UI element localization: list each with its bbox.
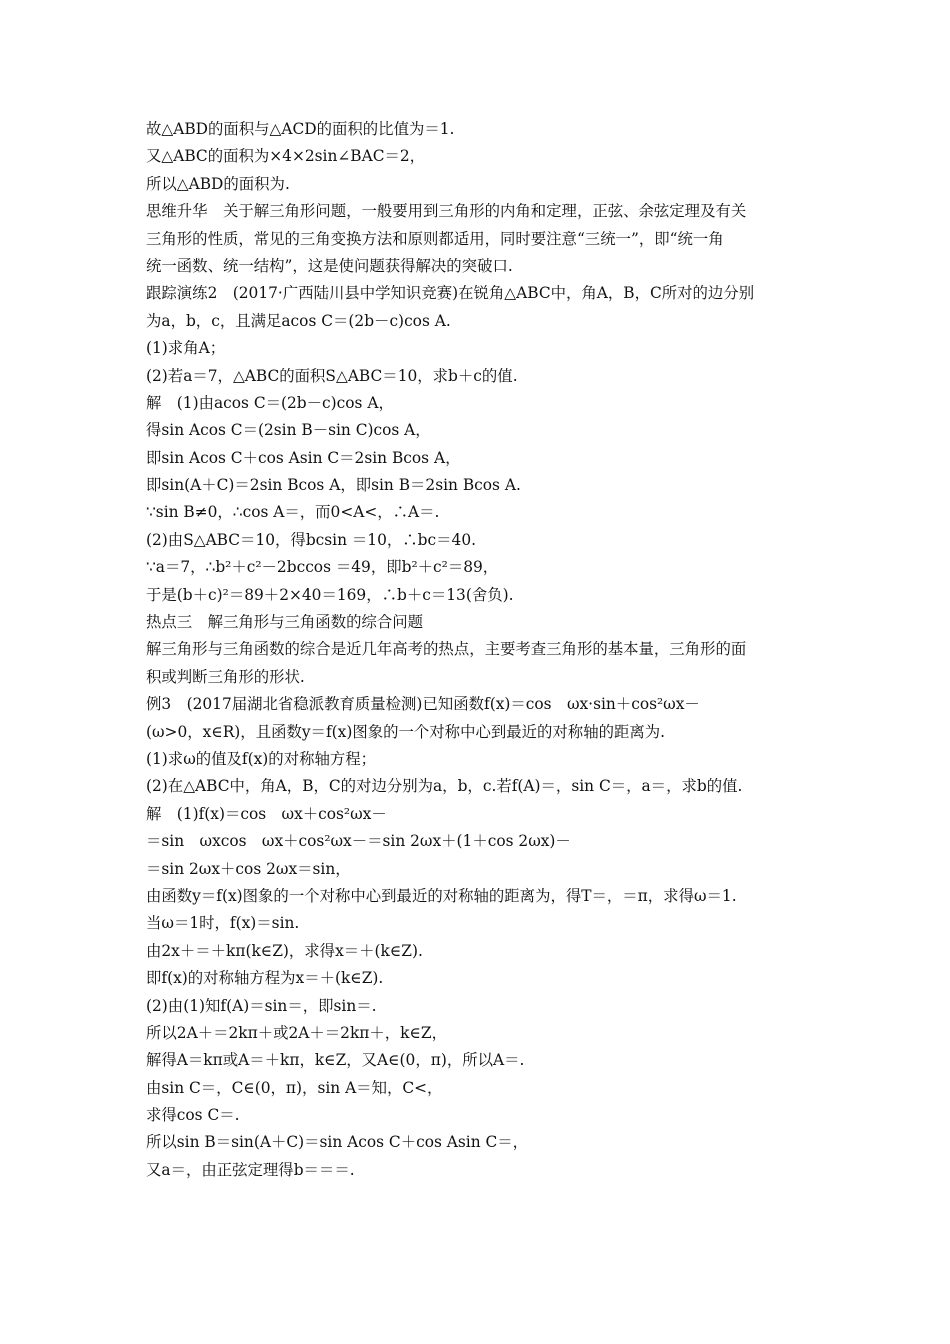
text-line: (2)若a＝7，△ABC的面积S△ABC＝10，求b＋c的值. [146,366,518,385]
text-line: (1)求ω的值及f(x)的对称轴方程； [146,749,377,768]
text-line: 即sin(A＋C)＝2sin Bcos A，即sin B＝2sin Bcos A. [146,476,521,495]
text-line: 所以△ABD的面积为. [146,174,290,193]
text-line: 故△ABD的面积与△ACD的面积的比值为＝1. [146,120,455,138]
text-line: 解 (1)由acos C＝(2b－c)cos A， [146,393,394,412]
text-line: 由sin C＝，C∈(0，π)，sin A＝知，C<， [146,1078,443,1097]
document-page [146,116,826,1184]
text-line: 统一函数、统一结构”，这是使问题获得解决的突破口. [146,256,513,275]
text-line: 由函数y＝f(x)图象的一个对称中心到最近的对称轴的距离为，得T＝，＝π，求得ω＝1. [146,886,737,905]
text-line: 跟踪演练2 (2017·广西陆川县中学知识竞赛)在锐角△ABC中，角A，B，C所对的边分别 [146,284,755,303]
text-line: 求得cos C＝. [146,1106,240,1125]
text-line: 所以sin B＝sin(A＋C)＝sin Acos C＋cos Asin C＝， [146,1133,529,1152]
text-line: 三角形的性质，常见的三角变换方法和原则都适用，同时要注意“三统一”，即“统一角 [146,229,724,248]
text-line: 解得A＝kπ或A＝＋kπ，k∈Z，又A∈(0，π)，所以A＝. [146,1051,525,1070]
text-line: 即f(x)的对称轴方程为x＝＋(k∈Z). [146,969,384,988]
text-line: 为a，b，c，且满足acos C＝(2b－c)cos A. [146,311,451,330]
text-line: 当ω＝1时，f(x)＝sin. [146,914,300,933]
text-line: 得sin Acos C＝(2sin B－sin C)cos A， [146,421,431,440]
text-line: 热点三 解三角形与三角函数的综合问题 [146,613,424,632]
text-line: ∵sin B≠0，∴cos A＝，而0<A<，∴A＝. [146,503,440,522]
text-line: ＝sin ωxcos ωx＋cos²ωx－＝sin 2ωx＋(1＋cos 2ωx)－ [146,832,571,851]
text-line: ∵a＝7，∴b²＋c²－2bccos ＝49，即b²＋c²＝89， [146,558,499,577]
text-line: (2)在△ABC中，角A，B，C的对边分别为a，b，c.若f(A)＝，sin C＝，a＝，求b的值. [146,777,743,796]
text-line: 思维升华 关于解三角形问题，一般要用到三角形的内角和定理，正弦、余弦定理及有关 [146,202,747,221]
text-line: 例3 (2017届湖北省稳派教育质量检测)已知函数f(x)＝cos ωx·sin＋cos²ωx－ [146,695,700,714]
text-line: (ω>0，x∈R)，且函数y＝f(x)图象的一个对称中心到最近的对称轴的距离为. [146,722,666,741]
text-line: (2)由S△ABC＝10，得bcsin ＝10，∴bc＝40. [146,530,477,549]
text-line: 又△ABC的面积为×4×2sin∠BAC＝2， [146,147,426,166]
text-line: 于是(b＋c)²＝89＋2×40＝169，∴b＋c＝13(舍负). [146,585,514,604]
text-line: (2)由(1)知f(A)＝sin＝，即sin＝. [146,996,377,1015]
text-line: 由2x＋＝＋kπ(k∈Z)，求得x＝＋(k∈Z). [146,941,423,960]
text-line: 解三角形与三角函数的综合是近几年高考的热点，主要考查三角形的基本量，三角形的面 [146,640,747,659]
text-line: 即sin Acos C＋cos Asin C＝2sin Bcos A， [146,448,461,467]
text-line: 所以2A＋＝2kπ＋或2A＋＝2kπ＋，k∈Z， [146,1023,447,1042]
text-line: ＝sin 2ωx＋cos 2ωx＝sin， [146,859,351,878]
text-line: 解 (1)f(x)＝cos ωx＋cos²ωx－ [146,804,387,823]
text-line: 又a＝，由正弦定理得b＝＝＝. [146,1160,355,1179]
text-line: (1)求角A； [146,339,226,358]
text-line: 积或判断三角形的形状. [146,667,305,686]
